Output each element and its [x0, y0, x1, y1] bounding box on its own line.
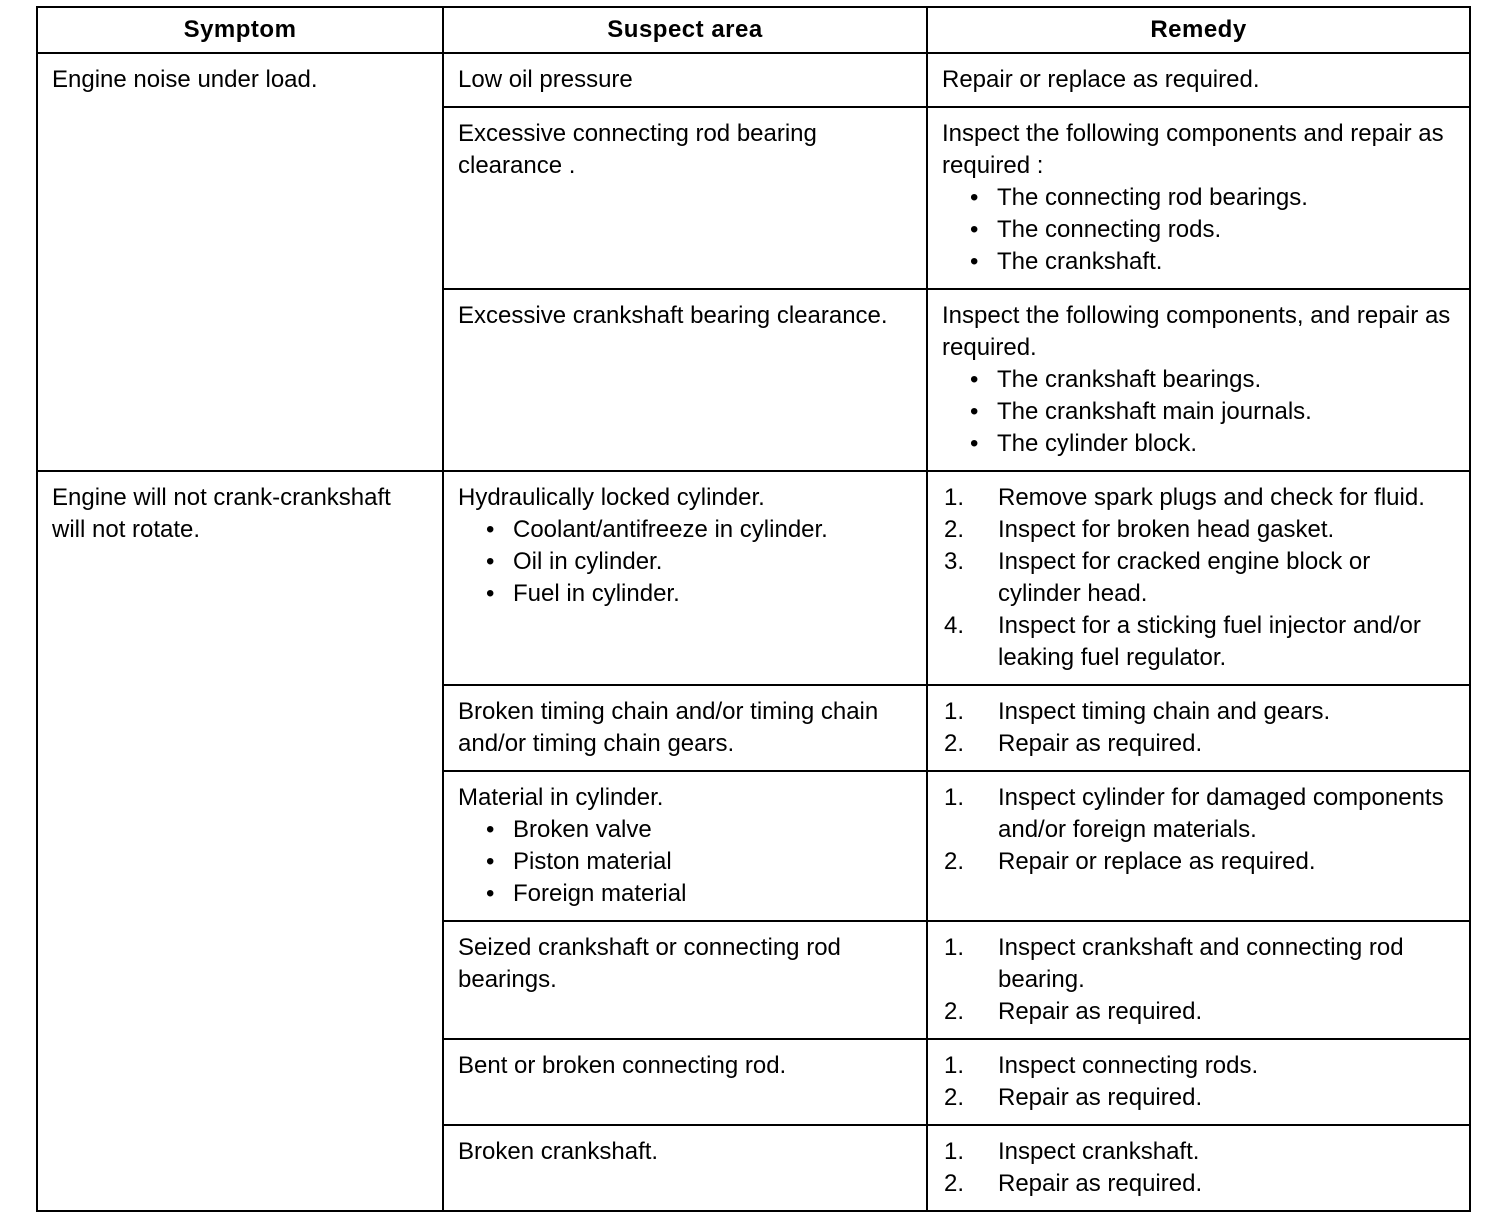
remedy-cell — [927, 53, 1470, 107]
step-number: 1. — [944, 698, 965, 725]
suspect-area-text: Hydraulically locked cylinder. — [458, 484, 765, 511]
suspect-area-text: Excessive connecting rod bearing clearance . — [458, 120, 817, 179]
remedy-step-item — [942, 482, 1457, 514]
symptom-cell — [37, 471, 443, 1211]
remedy-step-item — [942, 1168, 1457, 1200]
remedy-bullet-list — [942, 364, 1457, 460]
remedy-step-item — [942, 1082, 1457, 1114]
suspect-area-cell — [443, 685, 927, 771]
remedy-step-item — [942, 932, 1457, 996]
remedy-bullet-item: • The crankshaft bearings. — [970, 364, 1457, 396]
step-number: 1. — [944, 1052, 965, 1079]
suspect-area-cell — [443, 471, 927, 685]
remedy-step-list — [942, 696, 1457, 760]
step-number: 3. — [944, 548, 965, 575]
step-number: 2. — [944, 1084, 965, 1111]
suspect-area-text: Low oil pressure — [458, 66, 633, 93]
remedy-cell — [927, 107, 1470, 289]
suspect-area-cell — [443, 1039, 927, 1125]
header-remedy: Remedy — [927, 7, 1470, 53]
remedy-cell — [927, 771, 1470, 921]
remedy-step-item — [942, 1050, 1457, 1082]
step-number: 4. — [944, 612, 965, 639]
table-row — [37, 471, 1470, 685]
remedy-step-item — [942, 696, 1457, 728]
suspect-bullet-list — [458, 514, 914, 610]
table-header — [37, 7, 1470, 53]
suspect-area-cell — [443, 107, 927, 289]
remedy-cell — [927, 685, 1470, 771]
header-suspect-area: Suspect area — [443, 7, 927, 53]
remedy-bullet-item: • The connecting rods. — [970, 214, 1457, 246]
remedy-step-list — [942, 1050, 1457, 1114]
step-text: Repair or replace as required. — [998, 848, 1316, 875]
suspect-bullet-item: • Broken valve — [486, 814, 914, 846]
remedy-bullet-item: • The cylinder block. — [970, 428, 1457, 460]
table-body — [37, 53, 1470, 1211]
symptom-text: Engine noise under load. — [52, 66, 318, 93]
step-text: Inspect timing chain and gears. — [998, 698, 1331, 725]
step-text: Inspect cylinder for damaged components and/or foreign materials. — [998, 784, 1444, 843]
remedy-bullet-item: • The crankshaft main journals. — [970, 396, 1457, 428]
step-number: 2. — [944, 998, 965, 1025]
step-number: 1. — [944, 484, 965, 511]
diagnosis-table — [36, 6, 1471, 1212]
remedy-step-item — [942, 1136, 1457, 1168]
suspect-area-text: Bent or broken connecting rod. — [458, 1052, 787, 1079]
remedy-step-list — [942, 1136, 1457, 1200]
remedy-step-item — [942, 546, 1457, 610]
step-number: 2. — [944, 848, 965, 875]
step-text: Repair as required. — [998, 998, 1203, 1025]
step-number: 2. — [944, 1170, 965, 1197]
suspect-area-cell — [443, 1125, 927, 1211]
step-number: 2. — [944, 516, 965, 543]
suspect-area-cell — [443, 771, 927, 921]
step-number: 1. — [944, 784, 965, 811]
symptom-cell — [37, 53, 443, 471]
remedy-text: Inspect the following components, and repair as required. — [942, 302, 1451, 361]
suspect-bullet-item: • Fuel in cylinder. — [486, 578, 914, 610]
suspect-area-text: Broken timing chain and/or timing chain and/or timing chain gears. — [458, 698, 879, 757]
remedy-text: Repair or replace as required. — [942, 66, 1260, 93]
remedy-cell — [927, 289, 1470, 471]
remedy-step-item — [942, 728, 1457, 760]
suspect-bullet-item: • Coolant/antifreeze in cylinder. — [486, 514, 914, 546]
header-symptom: Symptom — [37, 7, 443, 53]
remedy-cell — [927, 921, 1470, 1039]
remedy-step-list — [942, 932, 1457, 1028]
suspect-bullet-list — [458, 814, 914, 910]
remedy-step-item — [942, 610, 1457, 674]
suspect-bullet-item: • Oil in cylinder. — [486, 546, 914, 578]
remedy-cell — [927, 471, 1470, 685]
suspect-bullet-item: • Foreign material — [486, 878, 914, 910]
step-text: Remove spark plugs and check for fluid. — [998, 484, 1425, 511]
remedy-cell — [927, 1125, 1470, 1211]
remedy-bullet-list — [942, 182, 1457, 278]
remedy-step-list — [942, 482, 1457, 674]
suspect-area-cell — [443, 53, 927, 107]
remedy-bullet-item: • The connecting rod bearings. — [970, 182, 1457, 214]
suspect-area-cell — [443, 289, 927, 471]
remedy-bullet-item: • The crankshaft. — [970, 246, 1457, 278]
step-number: 2. — [944, 730, 965, 757]
step-text: Repair as required. — [998, 1170, 1203, 1197]
remedy-text: Inspect the following components and repair as required : — [942, 120, 1444, 179]
step-text: Inspect for broken head gasket. — [998, 516, 1335, 543]
table-row — [37, 53, 1470, 107]
step-text: Inspect for a sticking fuel injector and/or leaking fuel regulator. — [998, 612, 1421, 671]
suspect-area-text: Broken crankshaft. — [458, 1138, 659, 1165]
step-text: Inspect crankshaft and connecting rod bearing. — [998, 934, 1404, 993]
step-text: Repair as required. — [998, 730, 1203, 757]
step-number: 1. — [944, 1138, 965, 1165]
step-text: Inspect crankshaft. — [998, 1138, 1200, 1165]
remedy-step-list — [942, 782, 1457, 878]
suspect-area-text: Seized crankshaft or connecting rod bearings. — [458, 934, 841, 993]
step-text: Inspect connecting rods. — [998, 1052, 1259, 1079]
remedy-step-item — [942, 782, 1457, 846]
remedy-step-item — [942, 846, 1457, 878]
remedy-cell — [927, 1039, 1470, 1125]
step-text: Repair as required. — [998, 1084, 1203, 1111]
suspect-bullet-item: • Piston material — [486, 846, 914, 878]
suspect-area-text: Excessive crankshaft bearing clearance. — [458, 302, 888, 329]
remedy-step-item — [942, 514, 1457, 546]
step-text: Inspect for cracked engine block or cylinder head. — [998, 548, 1371, 607]
remedy-step-item — [942, 996, 1457, 1028]
suspect-area-text: Material in cylinder. — [458, 784, 664, 811]
step-number: 1. — [944, 934, 965, 961]
suspect-area-cell — [443, 921, 927, 1039]
header-row — [37, 7, 1470, 53]
symptom-text: Engine will not crank-crankshaft will not rotate. — [52, 484, 391, 543]
